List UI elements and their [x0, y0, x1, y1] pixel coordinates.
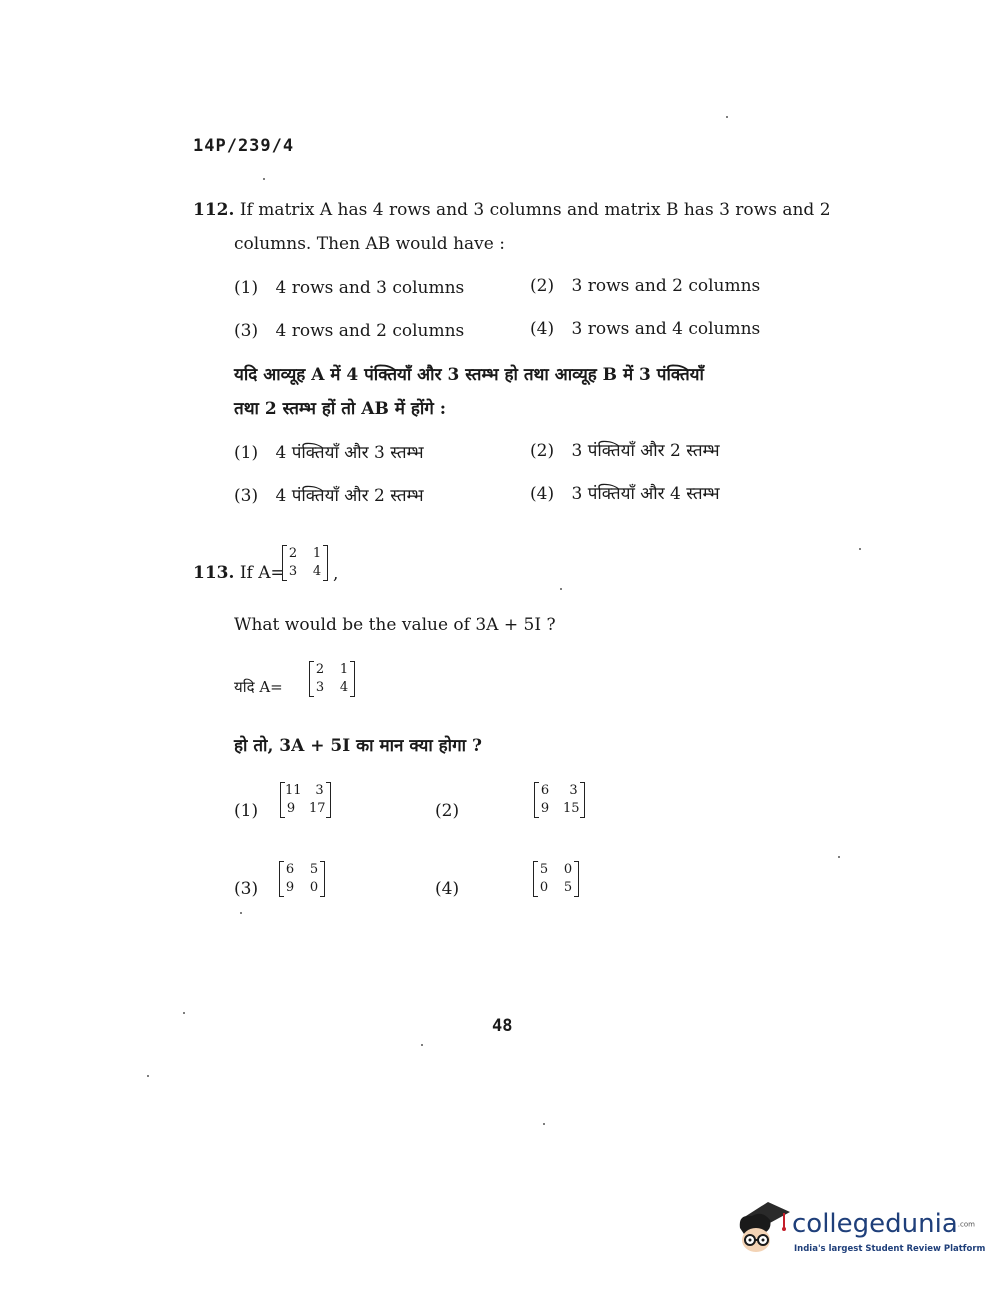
option-text: 3 पंक्तियाँ और 2 स्तम्भ — [571, 441, 720, 461]
matrix-cell: 3 — [288, 564, 298, 579]
question-112-line-1 — [193, 200, 831, 220]
option-number: (3) — [234, 321, 259, 341]
q112-option-hi-3 — [234, 483, 424, 506]
q113-option-1-number: (1) — [234, 801, 259, 821]
q112-option-en-2 — [530, 276, 760, 296]
matrix-cell: 9 — [540, 801, 550, 816]
q112-option-hi-2 — [530, 438, 720, 461]
matrix-row — [538, 861, 574, 879]
q113-option-4-number: (4) — [435, 879, 460, 899]
matrix-cell: 5 — [563, 880, 573, 895]
matrix-row — [314, 661, 350, 679]
option-number: (1) — [234, 443, 259, 463]
brand-suffix: .com — [957, 1220, 975, 1229]
option-number: (4) — [530, 484, 555, 504]
paper-code: 14P/239/4 — [193, 136, 295, 156]
q113-option-2-number: (2) — [435, 801, 460, 821]
q113-option-1-matrix — [280, 782, 331, 818]
matrix-row — [539, 800, 580, 818]
matrix-row — [287, 563, 323, 581]
matrix-cell: 6 — [540, 783, 550, 798]
matrix-cell: 17 — [309, 801, 326, 816]
matrix-cell: 15 — [563, 801, 580, 816]
matrix-row — [314, 679, 350, 697]
q112-option-en-3 — [234, 321, 464, 341]
matrix-row — [285, 800, 326, 818]
brand-tagline: India's largest Student Review Platform — [794, 1244, 986, 1254]
question-112-text-en-1: If matrix A has 4 rows and 3 columns and matrix B has 3 rows and 2 — [239, 200, 831, 220]
matrix-cell: 9 — [286, 801, 296, 816]
matrix-cell: 4 — [312, 564, 322, 579]
matrix-row — [287, 545, 323, 563]
q113-option-3-number: (3) — [234, 879, 259, 899]
q112-option-en-1 — [234, 278, 464, 298]
matrix-cell: 3 — [315, 680, 325, 695]
q112-option-hi-1 — [234, 440, 424, 463]
matrix-cell: 1 — [339, 662, 349, 677]
scan-speck — [859, 548, 861, 550]
matrix-cell: 6 — [285, 862, 295, 877]
question-113-text-hi: हो तो, 3A + 5I का मान क्या होगा ? — [234, 736, 482, 756]
matrix-cell: 9 — [285, 880, 295, 895]
matrix-cell: 2 — [315, 662, 325, 677]
matrix-cell: 0 — [539, 880, 549, 895]
matrix-cell: 11 — [285, 783, 302, 798]
q112-option-hi-4 — [530, 481, 720, 504]
option-text: 4 rows and 2 columns — [275, 321, 465, 341]
option-number: (3) — [234, 486, 259, 506]
matrix-cell: 0 — [563, 862, 573, 877]
matrix-row — [285, 782, 326, 800]
mascot-icon — [732, 1198, 792, 1258]
matrix-row — [539, 782, 580, 800]
q113-option-4-matrix — [533, 861, 579, 897]
scan-speck — [263, 178, 265, 180]
matrix-cell: 4 — [339, 680, 349, 695]
matrix-a — [282, 545, 328, 581]
matrix-row — [538, 879, 574, 897]
question-112-text-en-2: columns. Then AB would have : — [234, 234, 505, 254]
matrix-cell: 1 — [312, 546, 322, 561]
option-text: 4 rows and 3 columns — [275, 278, 465, 298]
scan-speck — [421, 1044, 423, 1046]
question-113-if-label-hi: यदि A= — [234, 678, 283, 696]
question-112-text-hi-2: तथा 2 स्तम्भ हों तो AB में होंगे : — [234, 399, 447, 419]
scan-speck — [543, 1123, 545, 1125]
option-text: 3 rows and 2 columns — [571, 276, 761, 296]
question-112-text-hi-1: यदि आव्यूह A में 4 पंक्तियाँ और 3 स्तम्भ हो तथा आव्यूह B में 3 पंक्तियाँ — [234, 365, 704, 385]
matrix-row — [284, 879, 320, 897]
option-text: 3 rows and 4 columns — [571, 319, 761, 339]
matrix-cell: 5 — [309, 862, 319, 877]
scan-speck — [726, 116, 728, 118]
option-number: (4) — [530, 319, 555, 339]
option-text: 4 पंक्तियाँ और 3 स्तम्भ — [275, 443, 424, 463]
question-112-number: 112. — [193, 200, 235, 220]
matrix-cell: 3 — [569, 783, 578, 798]
matrix-cell: 2 — [288, 546, 298, 561]
option-number: (1) — [234, 278, 259, 298]
collegedunia-watermark — [732, 1198, 986, 1262]
matrix-cell: 3 — [315, 783, 324, 798]
scan-speck — [183, 1012, 185, 1014]
q113-option-3-matrix — [279, 861, 325, 897]
matrix-cell: 0 — [309, 880, 319, 895]
option-text: 3 पंक्तियाँ और 4 स्तम्भ — [571, 484, 720, 504]
matrix-cell: 5 — [539, 862, 549, 877]
option-number: (2) — [530, 441, 555, 461]
matrix-row — [284, 861, 320, 879]
option-text: 4 पंक्तियाँ और 2 स्तम्भ — [275, 486, 424, 506]
comma: , — [333, 564, 339, 584]
question-113-line-1 — [193, 563, 285, 583]
option-number: (2) — [530, 276, 555, 296]
scan-speck — [838, 856, 840, 858]
scan-speck — [240, 912, 242, 914]
question-113-if-label: If A= — [239, 563, 285, 583]
brand-name — [792, 1209, 975, 1239]
scan-speck — [147, 1075, 149, 1077]
question-113-number: 113. — [193, 563, 235, 583]
q113-option-2-matrix — [534, 782, 585, 818]
matrix-a-hi — [309, 661, 355, 697]
scan-speck — [560, 588, 562, 590]
q112-option-en-4 — [530, 319, 760, 339]
page-number: 48 — [492, 1016, 513, 1036]
brand-text: collegedunia — [792, 1209, 958, 1239]
question-113-text-en: What would be the value of 3A + 5I ? — [234, 615, 556, 635]
